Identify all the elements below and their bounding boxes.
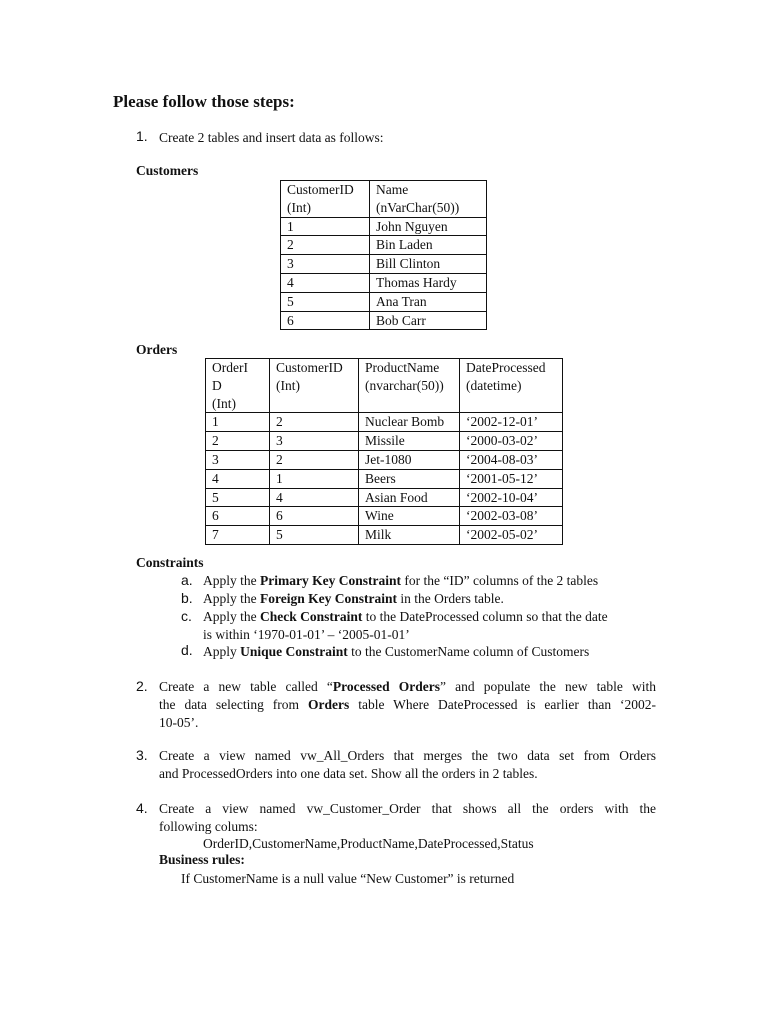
constraint-c-line2: is within ‘1970-01-01’ – ‘2005-01-01’ xyxy=(203,627,410,642)
table-row xyxy=(281,273,487,292)
header-line: (datetime) xyxy=(466,377,522,393)
table-cell: 4 xyxy=(206,469,270,488)
text-run: Apply the xyxy=(203,609,260,624)
table-cell: 7 xyxy=(206,526,270,545)
table-cell: 5 xyxy=(270,526,359,545)
step-3-line-1: Create a view named vw_All_Orders that merges the two data set from Orders xyxy=(159,748,656,763)
table-row xyxy=(206,507,563,526)
text-run: Apply the xyxy=(203,591,260,606)
table-cell: Thomas Hardy xyxy=(370,273,487,292)
table-row xyxy=(206,432,563,451)
table-cell: Milk xyxy=(359,526,460,545)
table-cell: 1 xyxy=(206,413,270,432)
constraint-c-text xyxy=(203,608,608,626)
text-run: table Where DateProcessed is earlier than ‘2002- xyxy=(349,697,657,712)
step-4-text xyxy=(159,800,656,836)
table-row xyxy=(206,450,563,469)
table-row xyxy=(206,488,563,507)
table-cell: Nuclear Bomb xyxy=(359,413,460,432)
step-2-line-3: 10-05’. xyxy=(159,715,199,730)
step-2-text xyxy=(159,678,656,732)
step-4-line-2: following colums: xyxy=(159,819,258,834)
table-cell: 2 xyxy=(281,236,370,255)
table-cell: ‘2002-10-04’ xyxy=(460,488,563,507)
header-line: DateProcessed xyxy=(466,360,546,375)
bold-run: Orders xyxy=(308,697,350,712)
table-cell: ‘2002-03-08’ xyxy=(460,507,563,526)
text-run: Create a new table called “ xyxy=(159,679,333,694)
table-cell: ‘2002-05-02’ xyxy=(460,526,563,545)
table-cell: 2 xyxy=(270,450,359,469)
table-cell: ‘2004-08-03’ xyxy=(460,450,563,469)
table-row xyxy=(206,413,563,432)
step-2-line-1 xyxy=(159,678,656,696)
header-customerid xyxy=(270,359,359,413)
table-cell: Bob Carr xyxy=(370,311,487,330)
text-run: to the DateProcessed column so that the date xyxy=(362,609,608,624)
table-cell: 1 xyxy=(270,469,359,488)
business-rule: If CustomerName is a null value “New Customer” is returned xyxy=(181,871,515,886)
header-line: D xyxy=(212,377,222,393)
table-row xyxy=(281,311,487,330)
constraint-a-text xyxy=(203,572,598,590)
table-cell: 3 xyxy=(270,432,359,451)
step-2-number: 2. xyxy=(136,678,148,694)
table-cell: Ana Tran xyxy=(370,292,487,311)
table-cell: ‘2002-12-01’ xyxy=(460,413,563,432)
table-cell: 6 xyxy=(206,507,270,526)
table-cell: 6 xyxy=(270,507,359,526)
header-customerid xyxy=(281,181,370,218)
bold-run: Primary Key Constraint xyxy=(260,573,401,588)
table-row xyxy=(281,255,487,274)
table-row xyxy=(281,217,487,236)
table-cell: Bill Clinton xyxy=(370,255,487,274)
table-cell: 2 xyxy=(270,413,359,432)
header-line: CustomerID xyxy=(276,360,343,375)
text-run: ” and populate the new table with xyxy=(439,679,656,694)
table-row xyxy=(206,469,563,488)
text-run: Apply xyxy=(203,644,241,659)
step-3-number: 3. xyxy=(136,747,148,763)
constraint-a-letter: a. xyxy=(181,572,193,588)
table-cell: Asian Food xyxy=(359,488,460,507)
header-orderid xyxy=(206,359,270,413)
table-cell: 4 xyxy=(281,273,370,292)
text-run: Apply the xyxy=(203,573,260,588)
text-run: for the “ID” columns of the 2 tables xyxy=(400,573,599,588)
table-cell: 3 xyxy=(281,255,370,274)
table-row xyxy=(206,526,563,545)
table-cell: 1 xyxy=(281,217,370,236)
table-cell: Bin Laden xyxy=(370,236,487,255)
header-line: (Int) xyxy=(287,199,311,215)
orders-table xyxy=(205,358,563,545)
table-header-row xyxy=(206,359,563,413)
table-cell: ‘2001-05-12’ xyxy=(460,469,563,488)
step-3-text xyxy=(159,747,656,783)
header-productname xyxy=(359,359,460,413)
orders-label: Orders xyxy=(136,342,178,357)
table-cell: 3 xyxy=(206,450,270,469)
header-dateprocessed xyxy=(460,359,563,413)
table-cell: 6 xyxy=(281,311,370,330)
table-row xyxy=(281,236,487,255)
constraint-d-text xyxy=(203,643,589,661)
table-cell: 5 xyxy=(206,488,270,507)
header-line: CustomerID xyxy=(287,182,354,197)
constraint-d-letter: d. xyxy=(181,642,193,658)
step-4-line-1: Create a view named vw_Customer_Order that shows all the orders with the xyxy=(159,801,656,816)
header-line: (nVarChar(50)) xyxy=(376,199,460,215)
step-4-columns: OrderID,CustomerName,ProductName,DateProcessed,Status xyxy=(203,836,534,851)
table-row xyxy=(281,292,487,311)
header-line: (Int) xyxy=(276,377,300,393)
bold-run: Processed Orders xyxy=(332,679,440,694)
bold-run: Unique Constraint xyxy=(240,644,348,659)
constraints-label: Constraints xyxy=(136,555,204,570)
header-line: Name xyxy=(376,182,409,197)
header-line: OrderI xyxy=(212,360,248,375)
page-title: Please follow those steps: xyxy=(113,92,295,111)
table-cell: Wine xyxy=(359,507,460,526)
table-cell: ‘2000-03-02’ xyxy=(460,432,563,451)
text-run: to the CustomerName column of Customers xyxy=(347,644,590,659)
constraint-b-letter: b. xyxy=(181,590,193,606)
bold-run: Check Constraint xyxy=(260,609,363,624)
step-3-line-2: and ProcessedOrders into one data set. Show all the orders in 2 tables. xyxy=(159,766,538,781)
step-4-number: 4. xyxy=(136,800,148,816)
header-name xyxy=(370,181,487,218)
header-line: ProductName xyxy=(365,360,440,375)
header-line: (Int) xyxy=(212,395,236,411)
table-cell: 4 xyxy=(270,488,359,507)
table-header-row xyxy=(281,181,487,218)
customers-table xyxy=(280,180,487,330)
table-cell: John Nguyen xyxy=(370,217,487,236)
table-cell: Jet-1080 xyxy=(359,450,460,469)
table-cell: 2 xyxy=(206,432,270,451)
table-cell: 5 xyxy=(281,292,370,311)
step-1-number: 1. xyxy=(136,128,148,144)
step-2-line-2 xyxy=(159,696,656,714)
bold-run: Foreign Key Constraint xyxy=(260,591,397,606)
table-cell: Missile xyxy=(359,432,460,451)
customers-label: Customers xyxy=(136,163,199,178)
business-rules-label: Business rules: xyxy=(159,852,245,867)
step-1-text: Create 2 tables and insert data as follows: xyxy=(159,130,384,145)
text-run: the data selecting from xyxy=(159,697,308,712)
constraint-c-letter: c. xyxy=(181,608,192,624)
header-line: (nvarchar(50)) xyxy=(365,377,444,393)
table-cell: Beers xyxy=(359,469,460,488)
constraint-b-text xyxy=(203,590,504,608)
text-run: in the Orders table. xyxy=(397,591,504,606)
